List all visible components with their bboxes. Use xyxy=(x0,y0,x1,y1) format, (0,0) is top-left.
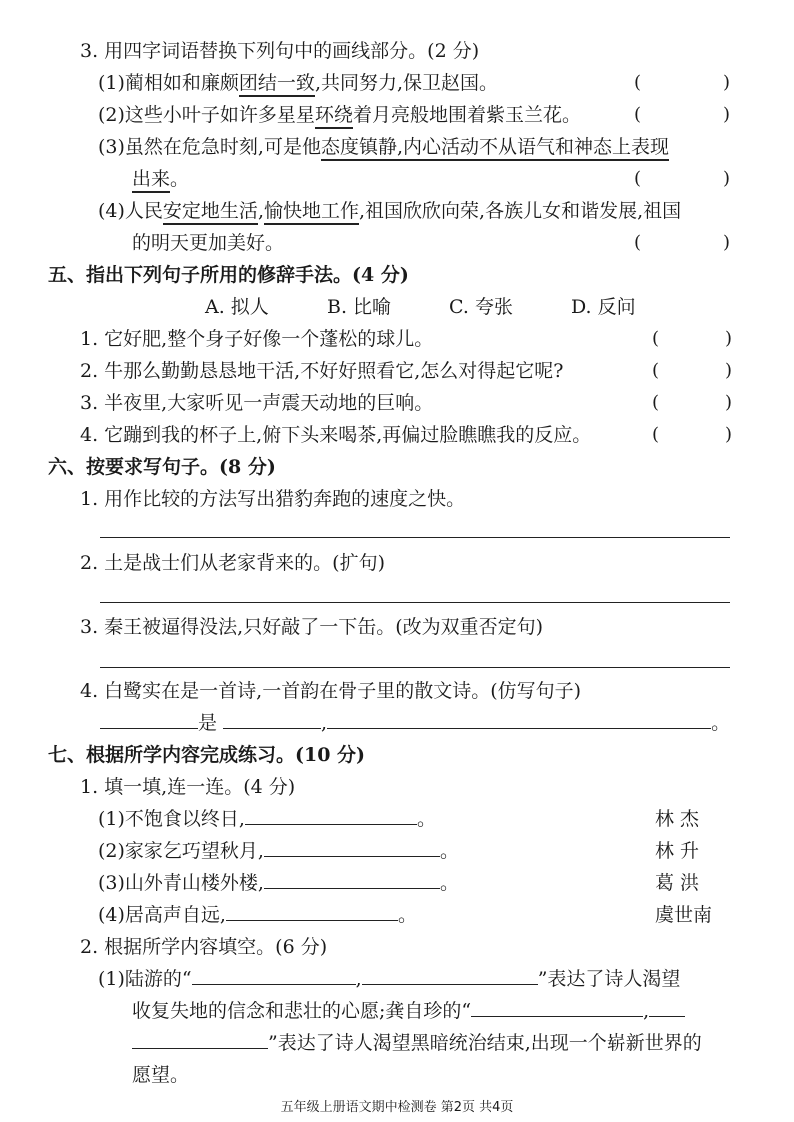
poem-line-1 xyxy=(98,806,436,832)
sec5-item-4: 4. 它蹦到我的杯子上,俯下头来喝茶,再偏过脸瞧瞧我的反应。 xyxy=(80,424,592,446)
q3-sentence-4-cont: 的明天更加美好。 xyxy=(132,232,285,254)
text: ”表达了诗人渴望黑暗统治结束,出现一个崭新世界的 xyxy=(268,1032,702,1054)
text: , xyxy=(257,200,264,222)
text: ”表达了诗人渴望 xyxy=(537,968,681,990)
q3-heading: 3. 用四字词语替换下列句中的画线部分。(2 分) xyxy=(80,40,480,62)
paren-left: ( xyxy=(634,72,642,93)
fill-blank[interactable] xyxy=(100,710,198,729)
paren-left: ( xyxy=(652,360,660,381)
page-footer: 五年级上册语文期中检测卷 第2页 共4页 xyxy=(280,1100,514,1115)
author-3[interactable]: 葛 洪 xyxy=(655,872,700,894)
fill-blank[interactable] xyxy=(649,998,685,1017)
fill-blank[interactable] xyxy=(471,998,643,1017)
rhetoric-options xyxy=(205,294,693,320)
author-2[interactable]: 林 升 xyxy=(655,840,700,862)
text: 。 xyxy=(439,872,459,894)
paren-left: ( xyxy=(634,232,642,253)
author-1[interactable]: 林 杰 xyxy=(655,808,700,830)
paren-right: ) xyxy=(724,392,732,413)
answer-line[interactable] xyxy=(100,667,730,668)
paren-right: ) xyxy=(722,72,730,93)
poem-line-2 xyxy=(98,838,459,864)
sec5-item-2: 2. 牛那么勤勤恳恳地干活,不好好照看它,怎么对得起它呢? xyxy=(80,360,564,382)
paren-left: ( xyxy=(634,104,642,125)
text: 。 xyxy=(170,168,190,190)
option-c: C. 夸张 xyxy=(449,296,513,318)
text: , xyxy=(355,968,362,990)
underlined-phrase: 安定地生活 xyxy=(163,200,258,225)
fill-blank[interactable] xyxy=(264,838,440,857)
fill-para-line-1 xyxy=(98,966,680,992)
text: (4)居高声自远, xyxy=(98,904,226,926)
text: (2)这些小叶子如许多星星 xyxy=(98,104,315,126)
fill-para-line-3 xyxy=(132,1030,702,1056)
section-7-heading: 七、根据所学内容完成练习。(10 分) xyxy=(48,744,366,766)
sec6-item-3: 3. 秦王被逼得没法,只好敲了一下缶。(改为双重否定句) xyxy=(80,616,544,638)
q3-sentence-4 xyxy=(98,198,681,224)
text: 是 xyxy=(198,712,218,734)
paren-right: ) xyxy=(722,104,730,125)
paren-right: ) xyxy=(724,424,732,445)
imitation-fill-row xyxy=(100,710,730,736)
fill-blank[interactable] xyxy=(226,902,398,921)
section-6-heading: 六、按要求写句子。(8 分) xyxy=(48,456,276,478)
fill-para-line-2 xyxy=(132,998,685,1024)
sec7-sub-2: 2. 根据所学内容填空。(6 分) xyxy=(80,936,328,958)
text: 收复失地的信念和悲壮的心愿;龚自珍的“ xyxy=(132,1000,472,1022)
option-b: B. 比喻 xyxy=(327,296,392,318)
sec5-item-3: 3. 半夜里,大家听见一声震天动地的巨响。 xyxy=(80,392,434,414)
author-4[interactable]: 虞世南 xyxy=(655,904,713,926)
paren-right: ) xyxy=(722,232,730,253)
paren-right: ) xyxy=(724,360,732,381)
sec6-item-1: 1. 用作比较的方法写出猎豹奔跑的速度之快。 xyxy=(80,488,466,510)
text: 。 xyxy=(711,712,731,734)
text: (3)虽然在危急时刻,可是他 xyxy=(98,136,321,158)
text: 。 xyxy=(439,840,459,862)
fill-blank[interactable] xyxy=(264,870,440,889)
underlined-phrase: 环绕 xyxy=(315,104,353,129)
fill-blank[interactable] xyxy=(362,966,538,985)
text: (2)家家乞巧望秋月, xyxy=(98,840,264,862)
fill-blank[interactable] xyxy=(327,710,711,729)
sec7-sub-1: 1. 填一填,连一连。(4 分) xyxy=(80,776,296,798)
underlined-phrase: 愉快地工作 xyxy=(264,200,359,225)
text: , xyxy=(643,1000,650,1022)
paren-left: ( xyxy=(652,392,660,413)
option-d: D. 反问 xyxy=(571,296,636,318)
text: (1)陆游的“ xyxy=(98,968,192,990)
poem-line-3 xyxy=(98,870,459,896)
paren-left: ( xyxy=(652,424,660,445)
q3-sentence-3 xyxy=(98,134,669,160)
text: (1)蔺相如和廉颇 xyxy=(98,72,239,94)
text: ,祖国欣欣向荣,各族儿女和谐发展,祖国 xyxy=(359,200,682,222)
fill-blank[interactable] xyxy=(132,1030,268,1049)
q3-sentence-3-cont xyxy=(132,166,189,192)
paren-left: ( xyxy=(652,328,660,349)
fill-para-line-4: 愿望。 xyxy=(132,1064,190,1086)
text: ,共同努力,保卫赵国。 xyxy=(314,72,499,94)
q3-sentence-1 xyxy=(98,70,498,96)
fill-blank[interactable] xyxy=(192,966,356,985)
text: (1)不饱食以终日, xyxy=(98,808,245,830)
text: 着月亮般地围着紫玉兰花。 xyxy=(352,104,581,126)
option-a: A. 拟人 xyxy=(205,296,269,318)
underlined-phrase: 团结一致 xyxy=(239,72,315,97)
text: 。 xyxy=(397,904,417,926)
text: , xyxy=(321,712,328,734)
sec6-item-4: 4. 白鹭实在是一首诗,一首韵在骨子里的散文诗。(仿写句子) xyxy=(80,680,582,702)
paren-left: ( xyxy=(634,168,642,189)
paren-right: ) xyxy=(724,328,732,349)
sec6-item-2: 2. 土是战士们从老家背来的。(扩句) xyxy=(80,552,385,574)
underlined-phrase: 态度镇静,内心活动不从语气和神态上表现 xyxy=(321,136,669,161)
paren-right: ) xyxy=(722,168,730,189)
text: 。 xyxy=(416,808,436,830)
poem-line-4 xyxy=(98,902,417,928)
text: (4)人民 xyxy=(98,200,163,222)
q3-sentence-2 xyxy=(98,102,581,128)
answer-line[interactable] xyxy=(100,537,730,538)
text: (3)山外青山楼外楼, xyxy=(98,872,264,894)
fill-blank[interactable] xyxy=(223,710,321,729)
underlined-phrase: 出来 xyxy=(132,168,170,193)
section-5-heading: 五、指出下列句子所用的修辞手法。(4 分) xyxy=(48,264,409,286)
sec5-item-1: 1. 它好肥,整个身子好像一个蓬松的球儿。 xyxy=(80,328,434,350)
fill-blank[interactable] xyxy=(245,806,417,825)
answer-line[interactable] xyxy=(100,602,730,603)
